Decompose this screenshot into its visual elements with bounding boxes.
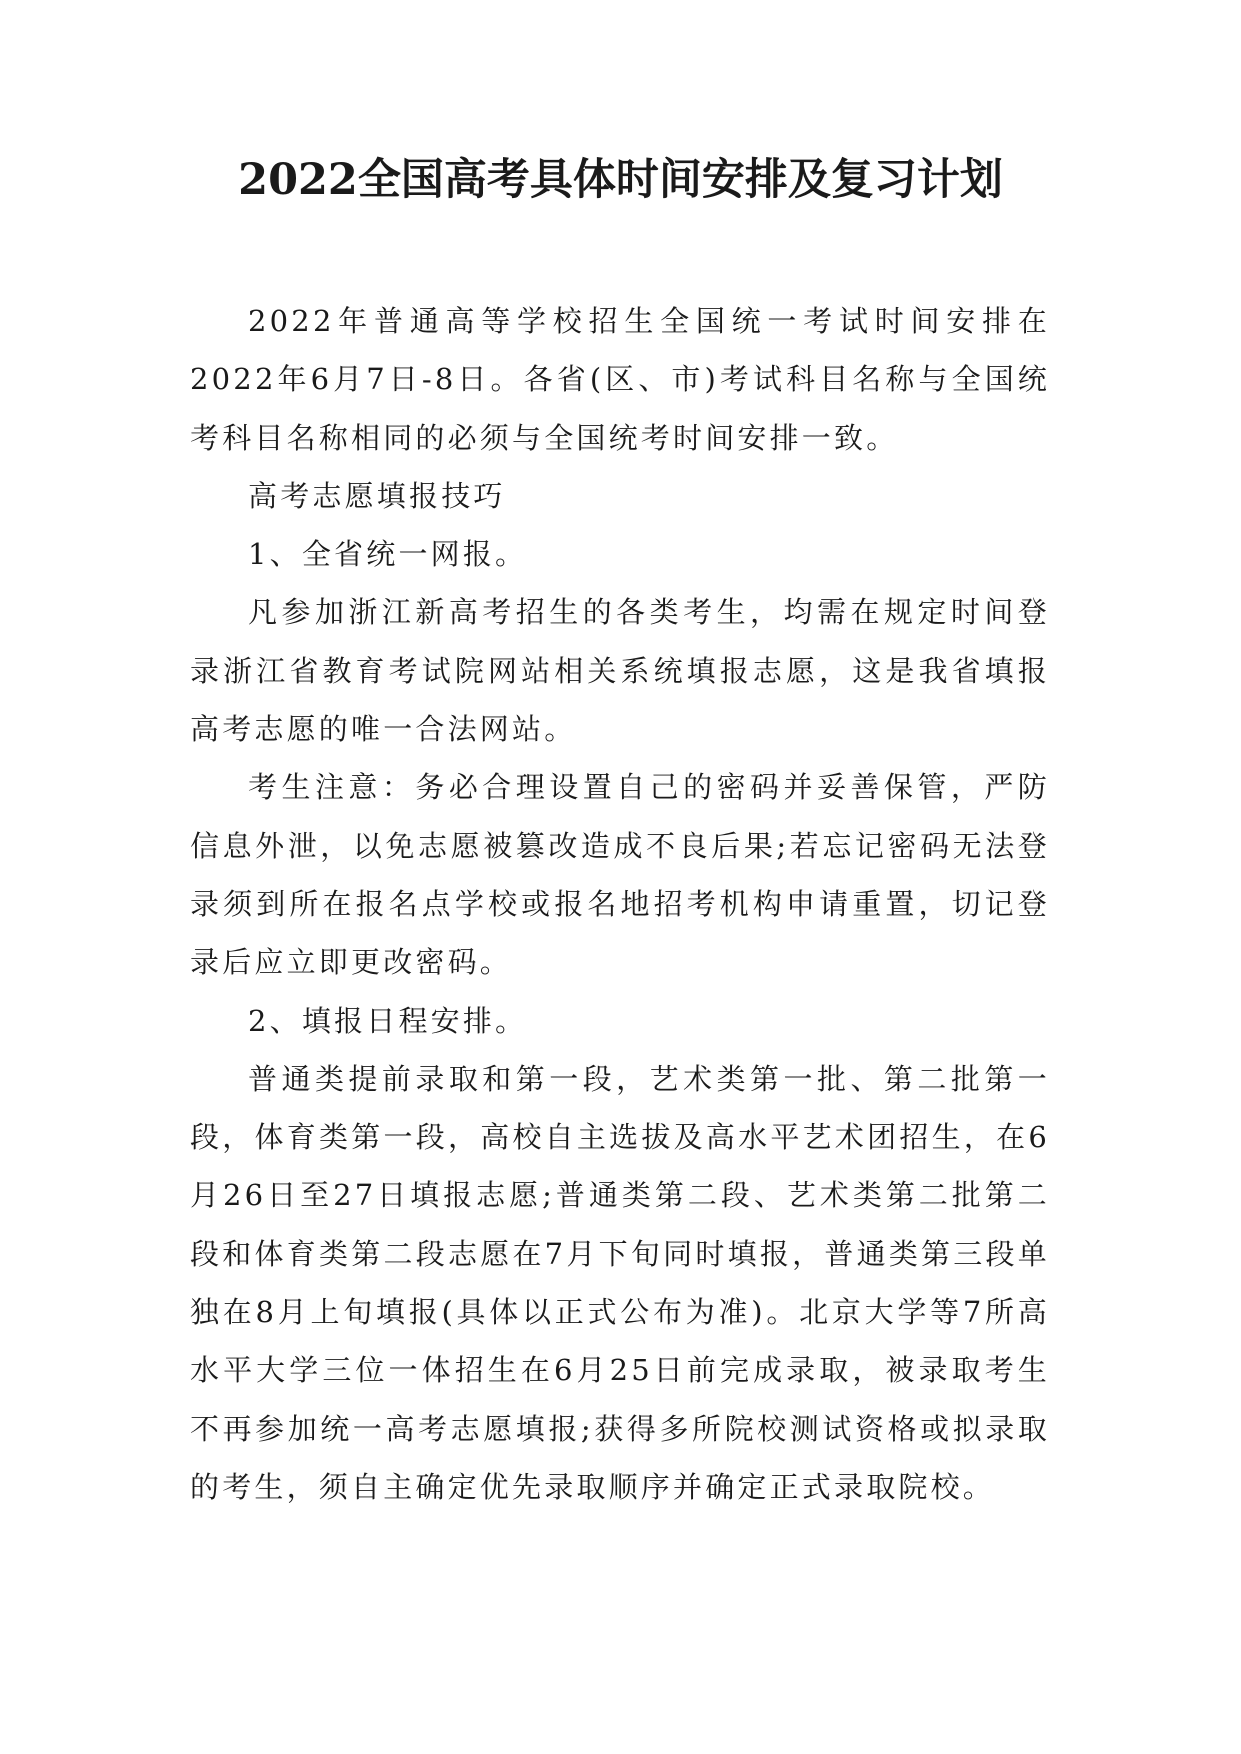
document-title: 2022全国高考具体时间安排及复习计划 (238, 155, 1003, 205)
document-body (190, 292, 1050, 1516)
paragraph-item-2: 2、填报日程安排。 (248, 1003, 528, 1038)
paragraph-filing-schedule: 普通类提前录取和第一段，艺术类第一批、第二批第一段，体育类第一段，高校自主选拔及高水平艺术团招生，在6月26日至27日填报志愿;普通类第二段、艺术类第二批第二段和体育类第二段志愿在7月下旬同时填报，普通类第三段单独在8月上旬填报(具体以正式公布为准)。北京大学等7所高水平大学三位一体招生在6月25日前完成录取，被录取考生不再参加统一高考志愿填报;获得多所院校测试资格或拟录取的考生，须自主确定优先录取顺序并确定正式录取院校。 (190, 1061, 1050, 1504)
paragraph-heading-tips: 高考志愿填报技巧 (248, 478, 506, 513)
paragraph-exam-schedule: 2022年普通高等学校招生全国统一考试时间安排在2022年6月7日-8日。各省(区、市)考试科目名称与全国统考科目名称相同的必须与全国统考时间安排一致。 (190, 304, 1050, 455)
paragraph-online-filing: 凡参加浙江新高考招生的各类考生，均需在规定时间登录浙江省教育考试院网站相关系统填报志愿，这是我省填报高考志愿的唯一合法网站。 (190, 595, 1050, 747)
paragraph-item-1: 1、全省统一网报。 (248, 537, 528, 572)
paragraph-password-notice: 考生注意：务必合理设置自己的密码并妥善保管，严防信息外泄，以免志愿被篡改造成不良后果;若忘记密码无法登录须到所在报名点学校或报名地招考机构申请重置，切记登录后应立即更改密码。 (190, 770, 1050, 980)
